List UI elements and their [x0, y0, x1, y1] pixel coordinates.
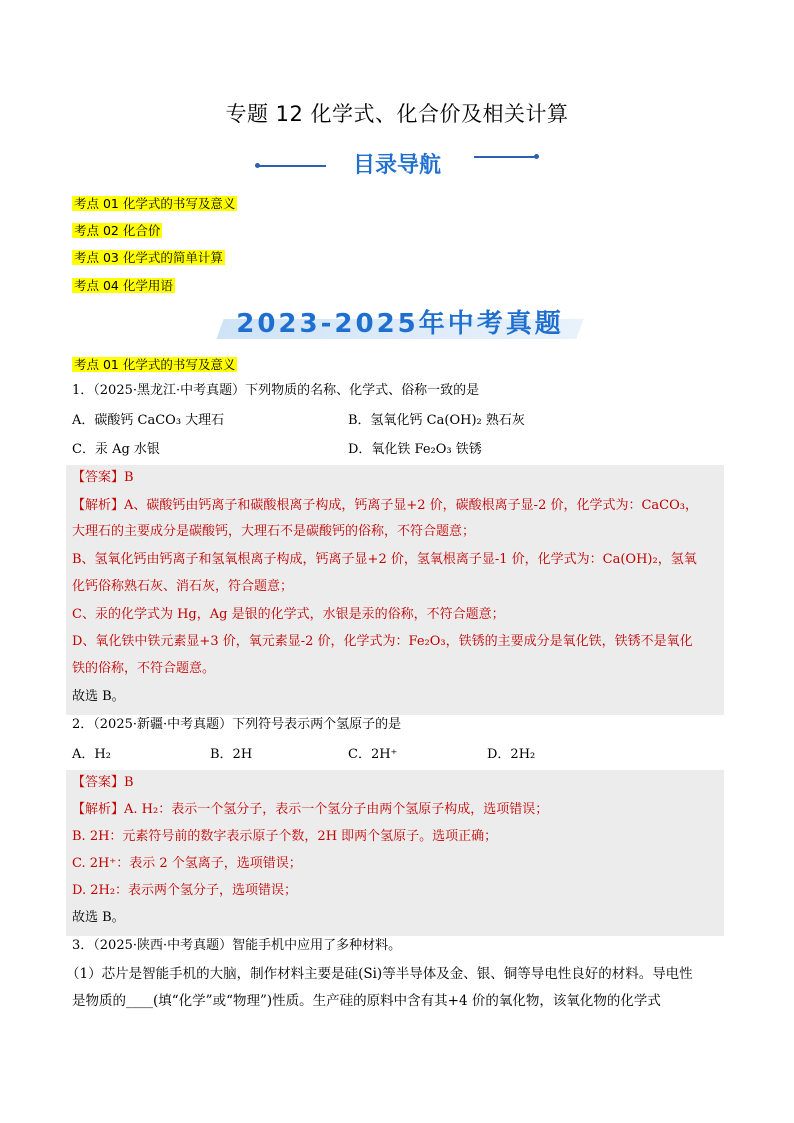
q1-option-a: A．碳酸钙 CaCO₃ 大理石: [72, 413, 225, 428]
q3-part-1-cont: 是物质的____(填“化学”或“物理”)性质。生产硅的原料中含有其+4 价的氧化物，该氧化物的化学式: [72, 993, 661, 1009]
q1-analysis-line: B、氢氧化钙由钙离子和氢氧根离子构成，钙离子显+2 价，氢氧根离子显-1 价，化学式为：Ca(OH)₂，氢氧: [72, 552, 697, 567]
q2-analysis-line: D. 2H₂：表示两个氢分子，选项错误；: [72, 883, 298, 898]
toc-item-1[interactable]: 考点 01 化学式的书写及意义: [74, 196, 236, 211]
q1-option-b: B．氢氧化钙 Ca(OH)₂ 熟石灰: [348, 413, 525, 428]
q1-option-d: D．氧化铁 Fe₂O₃ 铁锈: [348, 442, 482, 457]
section-heading: 考点 01 化学式的书写及意义: [74, 357, 236, 372]
q1-analysis-line: 大理石的主要成分是碳酸钙，大理石不是碳酸钙的俗称，不符合题意；: [72, 524, 476, 539]
q1-analysis-line: C、汞的化学式为 Hg，Ag 是银的化学式，水银是汞的俗称，不符合题意；: [72, 607, 505, 622]
toc-item-3[interactable]: 考点 03 化学式的简单计算: [74, 250, 223, 265]
q1-option-c: C．汞 Ag 水银: [72, 442, 160, 457]
q1-answer: 【答案】B: [72, 470, 134, 485]
toc-item-2[interactable]: 考点 02 化合价: [74, 223, 161, 238]
page-title: 专题 12 化学式、化合价及相关计算: [225, 102, 569, 126]
q1-stem: 1．（2025·黑龙江·中考真题）下列物质的名称、化学式、俗称一致的是: [72, 383, 480, 398]
q1-analysis-line: 【解析】A、碳酸钙由钙离子和碳酸根离子构成，钙离子显+2 价，碳酸根离子显-2 价，化学式为：CaCO₃，: [72, 498, 698, 513]
q3-part-1: （1）芯片是智能手机的大脑，制作材料主要是硅(Si)等半导体及金、银、铜等导电性良好的材料。导电性: [66, 966, 693, 982]
q2-analysis-line: 【解析】A. H₂：表示一个氢分子，表示一个氢分子由两个氢原子构成，选项错误；: [72, 802, 549, 817]
q2-answer: 【答案】B: [72, 775, 134, 790]
q2-option-d: D．2H₂: [487, 747, 536, 762]
q1-analysis-line: 化钙俗称熟石灰、消石灰，符合题意；: [72, 579, 294, 594]
toc-header: [258, 146, 536, 180]
q2-option-b: B．2H: [210, 747, 253, 762]
q2-option-c: C．2H⁺: [348, 747, 398, 762]
q2-option-a: A．H₂: [72, 747, 111, 762]
section-banner: [220, 303, 580, 343]
toc-item-4[interactable]: 考点 04 化学用语: [74, 278, 173, 293]
q2-conclusion: 故选 B。: [72, 910, 125, 925]
q2-solution-box: [66, 770, 724, 936]
q1-analysis-line: 铁的俗称，不符合题意。: [72, 661, 216, 676]
q2-stem: 2．（2025·新疆·中考真题）下列符号表示两个氢原子的是: [72, 717, 402, 732]
toc-title: 目录导航: [352, 153, 441, 178]
q2-analysis-line: C. 2H⁺：表示 2 个氢离子，选项错误；: [72, 856, 302, 871]
q1-conclusion: 故选 B。: [72, 689, 125, 704]
q2-analysis-line: B. 2H：元素符号前的数字表示原子个数，2H 即两个氢原子。选项正确；: [72, 829, 498, 844]
banner-title: 2023-2025年中考真题: [236, 309, 564, 339]
q1-analysis-line: D、氧化铁中铁元素显+3 价，氧元素显-2 价，化学式为：Fe₂O₃，铁锈的主要成分是氧化铁，铁锈不是氧化: [72, 634, 693, 649]
q3-stem: 3．（2025·陕西·中考真题）智能手机中应用了多种材料。: [72, 938, 402, 953]
